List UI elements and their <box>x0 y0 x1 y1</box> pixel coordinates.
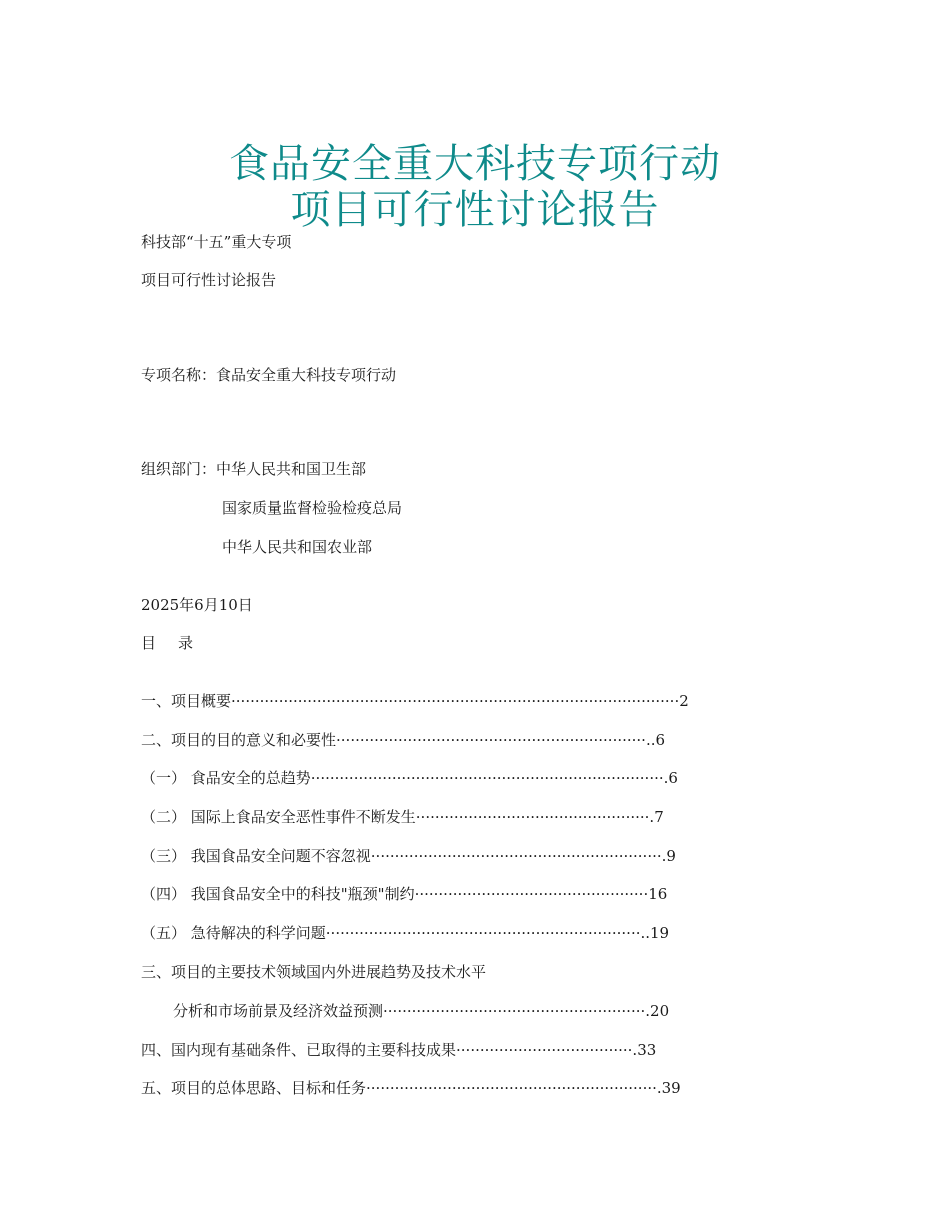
toc-entry[interactable] <box>141 768 678 788</box>
toc-entry-label: 五、项目的总体思路、目标和任务 <box>141 1079 367 1097</box>
toc-entry[interactable] <box>141 923 669 943</box>
header-line2: 项目可行性讨论报告 <box>141 271 277 289</box>
toc-entry-page: 2 <box>679 692 689 710</box>
toc-entry[interactable] <box>141 691 689 711</box>
document-title-line2: 项目可行性讨论报告 <box>290 187 660 233</box>
toc-heading-char2: 录 <box>178 634 194 652</box>
toc-entry-page: 39 <box>661 1079 681 1097</box>
toc-entry-leader: ··································································.. <box>325 924 651 942</box>
toc-heading <box>141 633 193 653</box>
toc-entry-leader: ······························································································ <box>231 692 680 710</box>
toc-entry-leader: ·····································. <box>456 1041 638 1059</box>
toc-entry-page: 20 <box>650 1002 670 1020</box>
toc-entry-page: 6 <box>655 731 666 749</box>
organizer-line3: 中华人民共和国农业部 <box>222 538 373 556</box>
toc-entry[interactable] <box>141 962 486 982</box>
toc-entry-page: 33 <box>637 1041 657 1059</box>
toc-entry-leader: ··········································································. <box>310 769 669 787</box>
toc-entry-label: 分析和市场前景及经济效益预测 <box>173 1002 384 1020</box>
toc-entry-page: 7 <box>654 808 664 826</box>
toc-entry[interactable] <box>141 884 667 904</box>
toc-entry-leader: ·····························································. <box>370 847 667 865</box>
toc-entry-label: （二） 国际上食品安全恶性事件不断发生 <box>141 808 416 826</box>
toc-entry-label: 二、项目的目的意义和必要性 <box>141 731 337 749</box>
toc-entry-page: 6 <box>668 769 678 787</box>
toc-entry[interactable] <box>173 1001 669 1021</box>
toc-entry[interactable] <box>141 730 665 750</box>
toc-entry-label: 一、项目概要 <box>141 692 232 710</box>
toc-entry-leader: ·······················································. <box>383 1002 651 1020</box>
organizer-line1: 组织部门：中华人民共和国卫生部 <box>141 460 367 478</box>
organizer-line2: 国家质量监督检验检疫总局 <box>222 499 403 517</box>
toc-entry-label: （三） 我国食品安全问题不容忽视 <box>141 847 371 865</box>
toc-entry-page: 19 <box>650 924 670 942</box>
toc-entry-label: 四、国内现有基础条件、已取得的主要科技成果 <box>141 1041 457 1059</box>
toc-entry-label: 三、项目的主要技术领域国内外进展趋势及技术水平 <box>141 963 487 981</box>
header-line1: 科技部“十五”重大专项 <box>141 233 292 251</box>
document-title-line1: 食品安全重大科技专项行动 <box>229 141 721 187</box>
toc-entry-label: （四） 我国食品安全中的科技"瓶颈"制约 <box>141 885 415 903</box>
document-date: 2025年6月10日 <box>141 596 253 614</box>
toc-entry-leader: ·································································.. <box>336 731 656 749</box>
toc-entry[interactable] <box>141 1078 681 1098</box>
toc-heading-char1: 目 <box>141 634 157 652</box>
toc-entry-leader: ·····························································. <box>366 1079 662 1097</box>
toc-entry-page: 16 <box>648 885 668 903</box>
toc-entry-leader: ················································· <box>414 885 649 903</box>
toc-entry[interactable] <box>141 807 664 827</box>
toc-entry-label: （一） 食品安全的总趋势 <box>141 769 311 787</box>
toc-entry-leader: ·················································. <box>415 808 655 826</box>
toc-entry-page: 9 <box>666 847 676 865</box>
project-name: 专项名称：食品安全重大科技专项行动 <box>141 366 397 384</box>
toc-entry[interactable] <box>141 846 676 866</box>
toc-entry[interactable] <box>141 1040 656 1060</box>
toc-entry-label: （五） 急待解决的科学问题 <box>141 924 326 942</box>
